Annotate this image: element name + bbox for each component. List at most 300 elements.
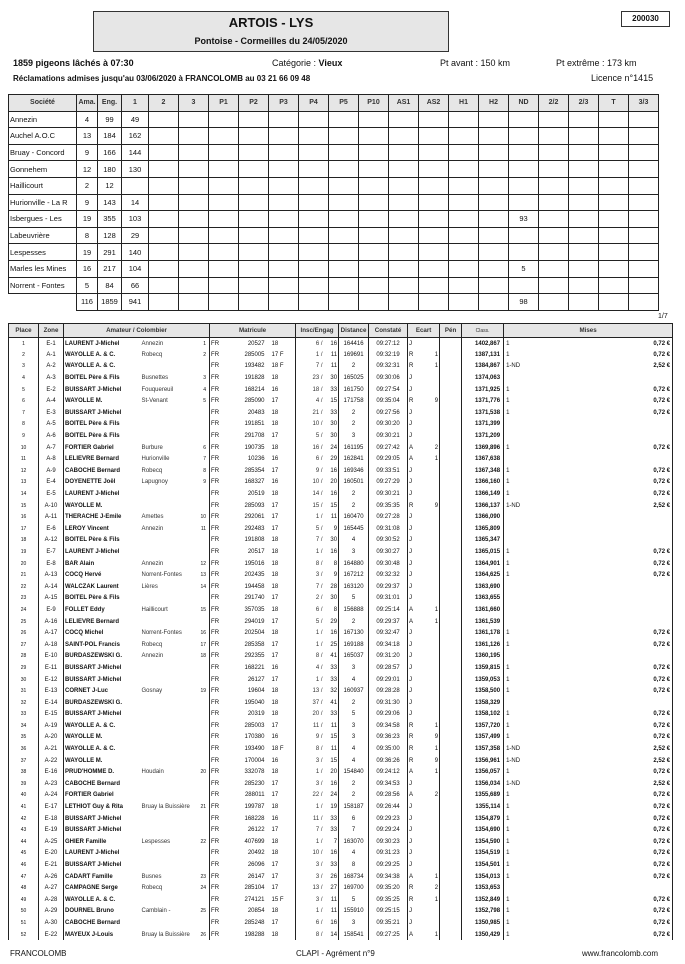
mise-code: 1	[506, 351, 510, 358]
totals-cell	[539, 294, 569, 311]
colombier-location	[141, 778, 198, 790]
society-col-header: 2/3	[569, 95, 599, 112]
insc-number: 23 /	[312, 375, 323, 382]
mise-code: 1	[506, 386, 510, 393]
society-eng: 217	[98, 260, 122, 277]
place-number: 19	[9, 546, 39, 558]
ring-number: 191808	[244, 537, 265, 544]
penalty	[440, 720, 462, 732]
society-nd	[509, 128, 539, 145]
totals-cell	[569, 294, 599, 311]
penalty	[440, 685, 462, 697]
ring-number: 195016	[244, 560, 265, 567]
mise-code: 1	[506, 862, 510, 869]
society-cell	[149, 244, 179, 261]
totals-cell	[269, 294, 299, 311]
ring-year: 18 F	[268, 361, 296, 373]
class-speed: 1356,034	[462, 778, 504, 790]
society-nd	[509, 177, 539, 194]
zone: A-24	[39, 790, 64, 802]
result-row	[9, 500, 673, 512]
society-cell	[209, 211, 239, 228]
constate-time: 09:36:23	[369, 732, 408, 744]
colombier-location	[141, 419, 198, 431]
col-mises: Mises	[504, 324, 673, 338]
insc-number: 3 /	[315, 780, 323, 787]
class-speed: 1366,149	[462, 488, 504, 500]
penalty	[440, 651, 462, 663]
constate-time: 09:36:26	[369, 755, 408, 767]
engag-number: 26	[324, 871, 339, 883]
totals-cell	[479, 294, 509, 311]
society-name: Lespesses	[9, 244, 77, 261]
rank-in-zone	[198, 824, 210, 836]
society-cell	[359, 260, 389, 277]
society-nd	[509, 111, 539, 128]
society-col-header: P10	[359, 95, 389, 112]
distance: 158541	[339, 929, 369, 941]
penalty	[440, 801, 462, 813]
ring-number: 168214	[244, 386, 265, 393]
engag-number: 33	[324, 674, 339, 686]
ecart-number	[428, 917, 440, 929]
ecart-letter: J	[409, 688, 413, 695]
penalty	[440, 929, 462, 941]
society-cell	[449, 144, 479, 161]
col-distance: Distance	[339, 324, 369, 338]
society-cell	[389, 227, 419, 244]
zone: A-8	[39, 453, 64, 465]
result-row	[9, 662, 673, 674]
engag-number: 30	[324, 535, 339, 547]
class-speed: 1361,660	[462, 604, 504, 616]
insc-number: 6 /	[315, 919, 323, 926]
ecart-number: 1	[428, 929, 440, 941]
insc-number: 3 /	[315, 896, 323, 903]
penalty	[440, 859, 462, 871]
constate-time: 09:30:52	[369, 535, 408, 547]
place-number: 16	[9, 511, 39, 523]
ecart-letter: J	[409, 583, 413, 590]
amateur-name: GHIER Famille	[65, 838, 107, 845]
country-code: FR	[211, 340, 220, 347]
country-code: FR	[211, 641, 220, 648]
totals-cell	[149, 294, 179, 311]
ring-year: 18	[268, 535, 296, 547]
amateur-name: MAYEUX J-Louis	[65, 931, 114, 938]
society-cell	[179, 161, 209, 178]
mise-amount: 0,72 €	[564, 477, 673, 489]
society-cell	[239, 128, 269, 145]
society-cell	[629, 111, 659, 128]
constate-time: 09:31:20	[369, 651, 408, 663]
country-code: FR	[211, 560, 220, 567]
insc-number: 3 /	[315, 757, 323, 764]
zone: E-4	[39, 477, 64, 489]
mise-amount	[564, 651, 673, 663]
ecart-letter: J	[409, 641, 413, 648]
class-speed: 1350,985	[462, 917, 504, 929]
amateur-name: WALCZAK Laurent	[65, 583, 119, 590]
ring-year: 16	[268, 453, 296, 465]
colombier-location: Lapugnoy	[141, 479, 168, 486]
ring-year: 17	[268, 859, 296, 871]
class-speed: 1354,501	[462, 859, 504, 871]
ring-number: 285090	[244, 398, 265, 405]
rank-in-zone: 21	[198, 801, 210, 813]
result-row	[9, 395, 673, 407]
insc-number: 10 /	[312, 479, 323, 486]
zone: E-1	[39, 338, 64, 350]
society-cell	[569, 244, 599, 261]
amateur-name: BURDASZEWSKI G.	[65, 653, 122, 660]
mise-amount: 2,52 €	[564, 500, 673, 512]
insc-number: 14 /	[312, 491, 323, 498]
society-cell	[299, 111, 329, 128]
amateur-name: CORNET J-Luc	[65, 688, 109, 695]
society-cell	[449, 277, 479, 294]
society-cell	[539, 194, 569, 211]
country-code: FR	[211, 722, 220, 729]
ecart-letter: J	[409, 630, 413, 637]
society-c1: 49	[122, 111, 149, 128]
society-cell	[359, 177, 389, 194]
colombier-location: Norrent-Fontes	[141, 572, 182, 579]
constate-time: 09:29:37	[369, 581, 408, 593]
mise-code	[504, 535, 564, 547]
ecart-number	[428, 488, 440, 500]
insc-number: 9 /	[315, 734, 323, 741]
society-cell	[569, 211, 599, 228]
class-speed: 1358,329	[462, 697, 504, 709]
society-c1: 162	[122, 128, 149, 145]
society-cell	[209, 161, 239, 178]
society-cell	[239, 244, 269, 261]
society-cell	[629, 211, 659, 228]
society-row	[9, 277, 659, 294]
rank-in-zone	[198, 419, 210, 431]
ecart-letter: R	[409, 502, 414, 509]
class-speed: 1355,689	[462, 790, 504, 802]
class-speed: 1371,399	[462, 419, 504, 431]
society-cell	[479, 144, 509, 161]
ecart-letter: A	[409, 769, 414, 776]
society-eng: 12	[98, 177, 122, 194]
result-row	[9, 419, 673, 431]
totals-cell	[299, 294, 329, 311]
constate-time: 09:35:20	[369, 882, 408, 894]
ring-number: 20319	[247, 711, 265, 718]
class-speed: 1361,178	[462, 627, 504, 639]
society-cell	[359, 277, 389, 294]
distance: 164416	[339, 338, 369, 350]
insc-number: 3 /	[315, 873, 323, 880]
ring-year: 18	[268, 697, 296, 709]
place-number: 29	[9, 662, 39, 674]
distance: 5	[339, 593, 369, 605]
constate-time: 09:35:35	[369, 500, 408, 512]
distance: 4	[339, 848, 369, 860]
zone: A-30	[39, 917, 64, 929]
amateur-name: CABOCHE Bernard	[65, 780, 121, 787]
engag-number: 29	[324, 453, 339, 465]
society-cell	[179, 111, 209, 128]
colombier-location	[141, 616, 198, 628]
society-c1: 130	[122, 161, 149, 178]
ecart-number: 2	[428, 882, 440, 894]
amateur-name: WAYOLLE A. & C.	[65, 351, 116, 358]
constate-time: 09:30:23	[369, 836, 408, 848]
zone: A-3	[39, 372, 64, 384]
society-cell	[239, 111, 269, 128]
constate-time: 09:34:53	[369, 778, 408, 790]
distance: 169700	[339, 882, 369, 894]
ecart-letter: A	[409, 792, 414, 799]
penalty	[440, 755, 462, 767]
ecart-number	[428, 651, 440, 663]
society-cell	[239, 161, 269, 178]
engag-number: 20	[324, 766, 339, 778]
result-row	[9, 511, 673, 523]
zone: E-11	[39, 662, 64, 674]
penalty	[440, 709, 462, 721]
rank-in-zone	[198, 732, 210, 744]
amateur-name: BOITEL Père & Fils	[65, 537, 120, 544]
rank-in-zone: 12	[198, 558, 210, 570]
ecart-number	[428, 558, 440, 570]
society-cell	[539, 260, 569, 277]
rank-in-zone	[198, 743, 210, 755]
society-eng: 99	[98, 111, 122, 128]
mise-amount: 0,72 €	[564, 732, 673, 744]
ecart-letter: J	[409, 548, 413, 555]
society-cell	[569, 194, 599, 211]
totals-cell	[209, 294, 239, 311]
engag-number: 24	[324, 442, 339, 454]
place-number: 42	[9, 813, 39, 825]
zone: E-7	[39, 546, 64, 558]
class-speed: 1359,053	[462, 674, 504, 686]
ecart-number: 1	[428, 766, 440, 778]
ring-number: 20483	[247, 409, 265, 416]
class-speed: 1365,015	[462, 546, 504, 558]
insc-number: 1 /	[315, 908, 323, 915]
mise-amount: 0,72 €	[564, 871, 673, 883]
ring-year: 18	[268, 442, 296, 454]
society-row	[9, 260, 659, 277]
penalty	[440, 511, 462, 523]
amateur-name: WAYOLLE M.	[65, 757, 103, 764]
colombier-location	[141, 720, 198, 732]
result-row	[9, 894, 673, 906]
constate-time: 09:30:48	[369, 558, 408, 570]
engag-number: 8	[324, 558, 339, 570]
engag-number: 11	[324, 720, 339, 732]
zone: A-29	[39, 906, 64, 918]
mise-code: 1	[506, 398, 510, 405]
society-cell	[329, 128, 359, 145]
result-row	[9, 639, 673, 651]
colombier-location	[141, 697, 198, 709]
zone: A-26	[39, 871, 64, 883]
col-pen: Pén	[440, 324, 462, 338]
distance: 2	[339, 500, 369, 512]
mise-code: 1	[506, 688, 510, 695]
country-code: FR	[211, 711, 220, 718]
society-cell	[569, 161, 599, 178]
mise-code: 1-ND	[506, 757, 521, 764]
ecart-letter: A	[409, 444, 414, 451]
ecart-letter: J	[409, 850, 413, 857]
ecart-letter: J	[409, 572, 413, 579]
country-code: FR	[211, 896, 220, 903]
constate-time: 09:29:23	[369, 813, 408, 825]
insc-number: 8 /	[315, 931, 323, 938]
distance: 3	[339, 720, 369, 732]
society-cell	[629, 194, 659, 211]
distance: 2	[339, 616, 369, 628]
insc-number: 13 /	[312, 688, 323, 695]
society-cell	[329, 227, 359, 244]
country-code: FR	[211, 514, 220, 521]
colombier-location	[141, 848, 198, 860]
mise-amount	[564, 419, 673, 431]
ecart-letter: A	[409, 618, 414, 625]
country-code: FR	[211, 676, 220, 683]
ecart-letter: J	[409, 804, 413, 811]
society-nd: 5	[509, 260, 539, 277]
place-number: 7	[9, 407, 39, 419]
engag-number: 33	[324, 824, 339, 836]
distance: 8	[339, 859, 369, 871]
result-row	[9, 697, 673, 709]
society-row	[9, 227, 659, 244]
society-cell	[449, 194, 479, 211]
ecart-number	[428, 859, 440, 871]
constate-time: 09:35:25	[369, 894, 408, 906]
constate-time: 09:34:18	[369, 639, 408, 651]
ecart-number	[428, 535, 440, 547]
ring-year: 16	[268, 384, 296, 396]
society-col-header: Ama.	[77, 95, 98, 112]
country-code: FR	[211, 815, 220, 822]
class-speed: 1366,090	[462, 511, 504, 523]
ring-year: 17	[268, 616, 296, 628]
rank-in-zone: 5	[198, 395, 210, 407]
insc-number: 8 /	[315, 653, 323, 660]
society-cell	[209, 111, 239, 128]
zone: A-27	[39, 882, 64, 894]
mise-amount: 0,72 €	[564, 720, 673, 732]
colombier-location: Bruay la Buissière	[141, 804, 190, 811]
ecart-number	[428, 338, 440, 350]
constate-time: 09:32:32	[369, 569, 408, 581]
title-box	[93, 11, 449, 52]
country-code: FR	[211, 479, 220, 486]
zone: E-10	[39, 651, 64, 663]
distance: 155910	[339, 906, 369, 918]
penalty	[440, 349, 462, 361]
society-cell	[299, 144, 329, 161]
amateur-name: BUISSART J-Michel	[65, 827, 122, 834]
zone: A-22	[39, 755, 64, 767]
distance: 158187	[339, 801, 369, 813]
class-speed: 1366,137	[462, 500, 504, 512]
ecart-number	[428, 372, 440, 384]
class-speed: 1352,849	[462, 894, 504, 906]
rank-in-zone: 20	[198, 766, 210, 778]
society-col-header: ND	[509, 95, 539, 112]
zone: E-3	[39, 407, 64, 419]
totals-eng: 1859	[98, 294, 122, 311]
society-cell	[419, 211, 449, 228]
country-code: FR	[211, 583, 220, 590]
country-code: FR	[211, 421, 220, 428]
insc-number: 15 /	[312, 502, 323, 509]
distance: 163120	[339, 581, 369, 593]
insc-number: 6 /	[315, 340, 323, 347]
engag-number: 15	[324, 732, 339, 744]
zone: A-16	[39, 616, 64, 628]
constate-time: 09:27:28	[369, 511, 408, 523]
rank-in-zone: 2	[198, 349, 210, 361]
mise-code: 1	[506, 409, 510, 416]
ring-number: 285248	[244, 919, 265, 926]
zone: A-9	[39, 465, 64, 477]
country-code: FR	[211, 757, 220, 764]
society-cell	[179, 144, 209, 161]
penalty	[440, 790, 462, 802]
ring-year: 17	[268, 917, 296, 929]
col-insc: Insc/Engag	[296, 324, 339, 338]
ecart-letter: J	[409, 595, 413, 602]
result-row	[9, 848, 673, 860]
ring-year: 16	[268, 813, 296, 825]
class-speed: 1366,160	[462, 477, 504, 489]
zone: A-5	[39, 419, 64, 431]
mise-code: 1	[506, 641, 510, 648]
society-row	[9, 128, 659, 145]
colombier-location	[141, 361, 198, 373]
society-cell	[269, 260, 299, 277]
class-speed: 1371,538	[462, 407, 504, 419]
colombier-location: Fouquereuil	[141, 386, 174, 393]
totals-c1: 941	[122, 294, 149, 311]
society-cell	[179, 227, 209, 244]
totals-cell	[359, 294, 389, 311]
constate-time: 09:31:23	[369, 848, 408, 860]
society-nd	[509, 244, 539, 261]
class-speed: 1354,879	[462, 813, 504, 825]
penalty	[440, 836, 462, 848]
country-code: FR	[211, 769, 220, 776]
place-number: 44	[9, 836, 39, 848]
ecart-letter: J	[409, 827, 413, 834]
mise-code: 1	[506, 467, 510, 474]
country-code: FR	[211, 351, 220, 358]
rank-in-zone	[198, 662, 210, 674]
footer-right[interactable]: www.francolomb.com	[582, 949, 659, 958]
penalty	[440, 453, 462, 465]
colombier-location	[141, 917, 198, 929]
result-row	[9, 593, 673, 605]
society-cell	[629, 128, 659, 145]
ring-number: 407699	[244, 838, 265, 845]
constate-time: 09:27:42	[369, 442, 408, 454]
totals-cell	[179, 294, 209, 311]
distance: 161195	[339, 442, 369, 454]
place-number: 10	[9, 442, 39, 454]
